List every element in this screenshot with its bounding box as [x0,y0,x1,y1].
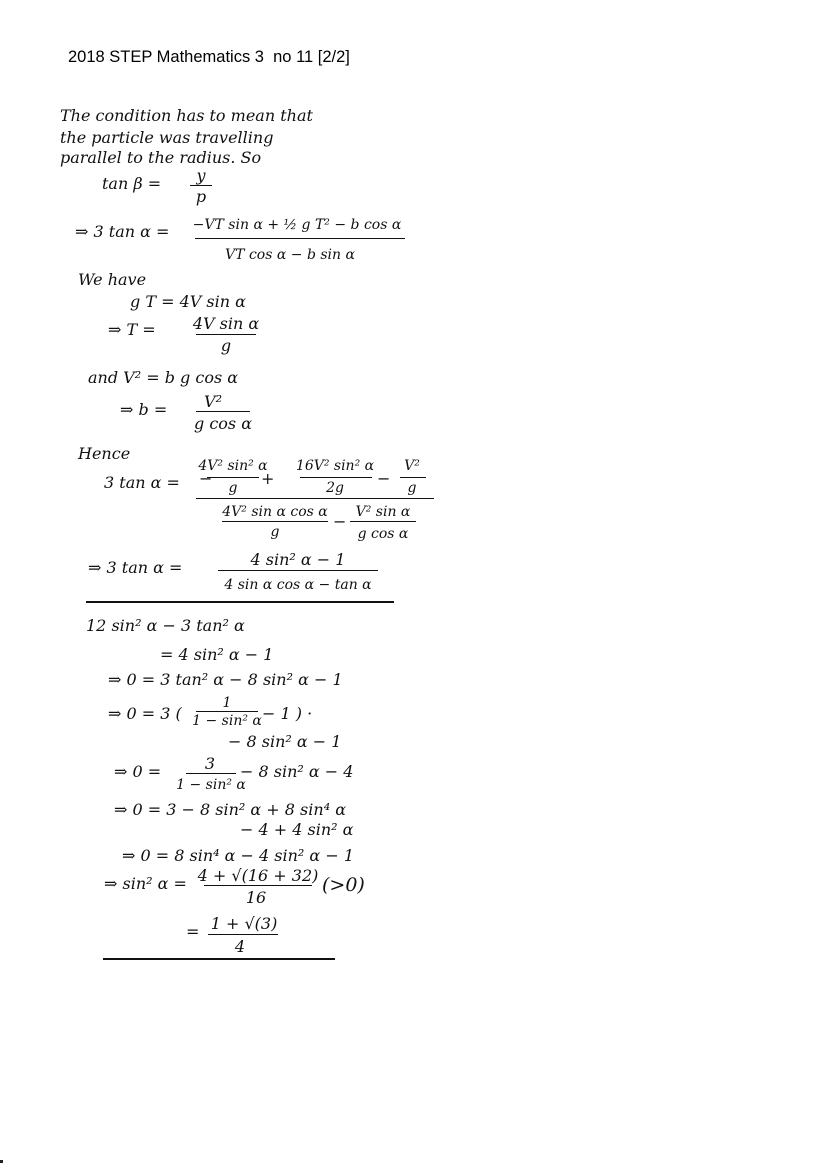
step-4-lhs: ⇒ 0 = 3 ( [108,704,182,723]
eq2-num-b-bar [300,477,372,478]
final-rule [103,958,335,960]
step-4-num: 1 [222,695,232,711]
step-9-bar [208,934,278,935]
eq2-num-c-den: g [407,480,417,496]
eq3-num: 4 sin² α − 1 [250,550,346,569]
eq2-num-a-num: 4V² sin² α [198,458,268,474]
intro-line-1: The condition has to mean that [60,106,313,125]
tanb-lhs: tan β = [102,174,162,193]
step-9-lhs: = [186,922,200,941]
tanb-den: p [195,187,207,206]
step-5-den: 1 − sin² α [176,777,246,793]
step-4-bar [196,711,258,712]
v2-line: and V² = b g cos α [88,368,239,387]
step-8-den: 16 [245,888,267,907]
step-5-bar [186,773,236,774]
b-num: V² [204,392,222,411]
step-2: = 4 sin² α − 1 [160,645,274,664]
step-5-tail: − 8 sin² α − 4 [240,762,354,781]
eq1-num: −VT sin α + ½ g T² − b cos α [192,217,402,233]
we-have: We have [78,270,147,289]
eq2-lhs: 3 tan α = [104,473,180,492]
eq1-den: VT cos α − b sin α [225,247,355,263]
b-lhs: ⇒ b = [120,400,168,419]
tanb-num: y [196,166,206,185]
T-bar [196,334,256,335]
eq2-den-b-den: g cos α [357,526,409,542]
scan-speck [0,1160,3,1163]
intro-line-3: parallel to the radius. So [60,148,262,167]
eq1-bar [195,238,405,239]
eq2-num-c-sign: − [377,469,391,488]
T-den: g [220,336,232,355]
eq3-bar [218,570,378,571]
intro-line-2: the particle was travelling [60,128,274,147]
eq2-num-a-bar [207,477,259,478]
tanb-bar [190,185,212,186]
step-8-bar [204,885,312,886]
eq2-num-c-num: V² [404,458,420,474]
eq3-lhs: ⇒ 3 tan α = [88,558,183,577]
eq2-den-b-bar [350,521,416,522]
eq2-num-a-den: g [228,480,238,496]
eq2-den-a-num: 4V² sin α cos α [222,504,328,520]
eq3-den: 4 sin α cos α − tan α [224,577,372,593]
eq2-num-b-den: 2g [326,480,344,496]
gT-line: g T = 4V sin α [130,292,246,311]
step-5-num: 3 [204,754,216,773]
step-4-tail: − 1 ) · [262,704,313,723]
step-3: ⇒ 0 = 3 tan² α − 8 sin² α − 1 [108,670,343,689]
b-bar [196,411,250,412]
section-rule [86,601,394,603]
eq2-main-bar [196,498,434,499]
step-8-note: (>0) [322,874,365,896]
step-5-lhs: ⇒ 0 = [114,762,162,781]
page-header: 2018 STEP Mathematics 3 no 11 [2/2] [68,48,350,66]
eq1-lhs: ⇒ 3 tan α = [75,222,170,241]
T-lhs: ⇒ T = [108,320,156,339]
step-4b: − 8 sin² α − 1 [228,732,342,751]
step-4-den: 1 − sin² α [192,713,262,729]
b-den: g cos α [193,414,253,433]
eq2-num-a-sign: − [199,469,213,488]
T-num: 4V sin α [192,314,260,333]
eq2-num-b-sign: + [261,469,275,488]
step-7: ⇒ 0 = 8 sin⁴ α − 4 sin² α − 1 [122,846,354,865]
hence-label: Hence [78,444,131,463]
eq2-num-b-num: 16V² sin² α [295,458,375,474]
step-8-lhs: ⇒ sin² α = [104,874,187,893]
step-6: ⇒ 0 = 3 − 8 sin² α + 8 sin⁴ α [114,800,346,819]
eq2-num-c-bar [400,477,426,478]
eq2-den-b-sign: − [333,512,347,531]
step-9-num: 1 + √(3) [210,914,278,933]
step-9-den: 4 [234,937,246,956]
step-6b: − 4 + 4 sin² α [240,820,354,839]
eq2-den-a-den: g [270,524,280,540]
step-8-num: 4 + √(16 + 32) [197,866,319,885]
eq2-den-b-num: V² sin α [355,504,411,520]
eq2-den-a-bar [222,521,328,522]
step-1: 12 sin² α − 3 tan² α [86,616,245,635]
